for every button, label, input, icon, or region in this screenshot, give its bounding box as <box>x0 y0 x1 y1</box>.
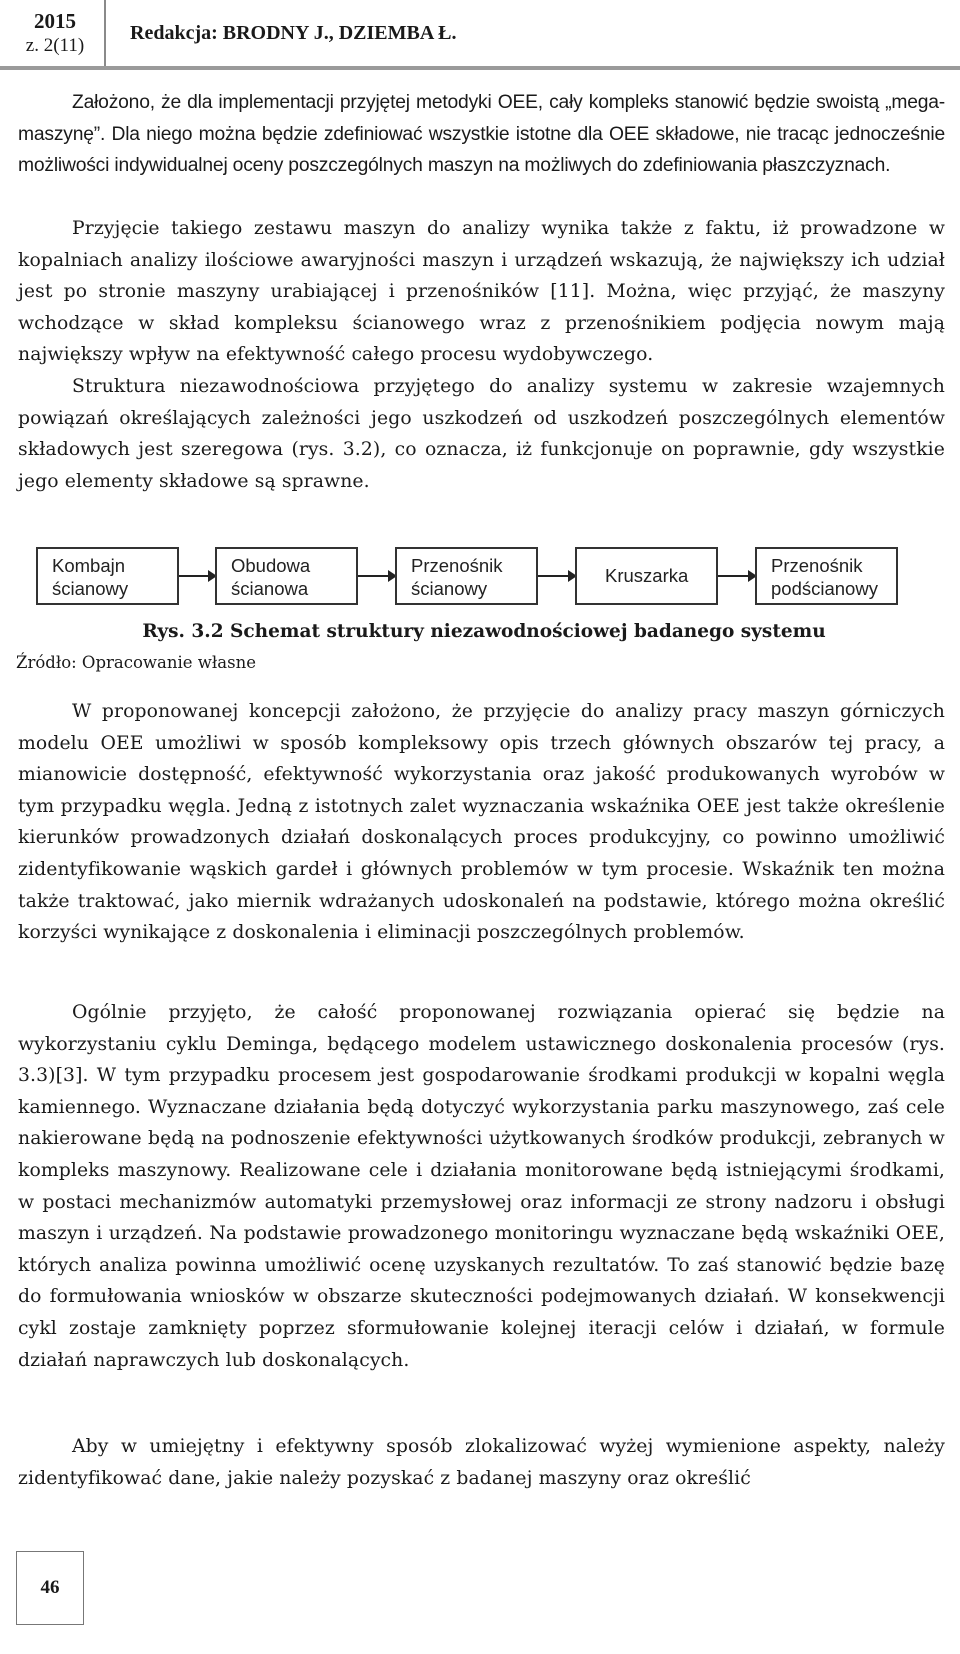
header-year: 2015 <box>34 9 76 33</box>
diagram-box-przenosnik-podscianowy <box>755 547 898 605</box>
diagram-box-kombajn <box>36 547 179 605</box>
diagram-box-label: Obudowa <box>231 555 311 576</box>
paragraph-2: Przyjęcie takiego zestawu maszyn do analizy wynika także z faktu, iż prowadzone w kopalniach analizy ilościowe awaryjności maszyn i urządzeń wskazują, że największy ich udział jest po stronie maszyny urabiającej i przenośników [11]. Można, więc przyjąć, że maszyny wchodzące w skład kompleksu ścianowego wraz z przenośnikiem podjęcia nowym mają największy wpływ na efektywność całego procesu wydobywczego. <box>18 218 945 366</box>
paragraph-4: W proponowanej koncepcji założono, że przyjęcie do analizy pracy maszyn górniczych modelu OEE umożliwi w sposób kompleksowy opis trzech głównych obszarów tej pracy, a mianowicie dostępność, efektywność wykorzystania oraz jakość produkowanych wyrobów w tym przypadku węgla. Jedną z istotnych zalet wyznaczania wskaźnika OEE jest także określenie kierunków prowadzonych działań doskonalących proces produkcyjny, co powinno umożliwić zidentyfikowanie wąskich gardeł i głównych problemów w tym procesie. Wskaźnik ten można także traktować, jako miernik wdrażanych udoskonaleń na podstawie, którego można określić korzyści wynikające z doskonalenia i eliminacji poszczególnych problemów. <box>18 701 945 944</box>
paragraph-3: Struktura niezawodnościowa przyjętego do analizy systemu w zakresie wzajemnych powiązań określających zależności jego uszkodzeń od uszkodzeń poszczególnych elementów składowych jest szeregowa (rys. 3.2), co oznacza, iż funkcjonuje on poprawnie, gdy wszystkie jego elementy składowe są sprawne. <box>18 376 945 492</box>
reliability-structure-diagram <box>18 544 945 614</box>
paragraph-1: Założono, że dla implementacji przyjętej metodyki OEE, cały kompleks stanowić będzie swoistą „mega-maszynę”. Dla niego można będzie zdefiniować wszystkie istotne dla OEE składowe, nie tracąc jednocześnie możliwości indywidualnej oceny poszczególnych maszyn na możliwych do zdefiniowania płaszczyznach. <box>18 92 945 177</box>
diagram-box-label: ścianowy <box>52 578 129 599</box>
diagram-box-label: Przenośnik <box>411 555 503 576</box>
page-header <box>0 0 960 70</box>
diagram-arrow <box>179 575 215 577</box>
diagram-box-label: Kruszarka <box>605 565 689 586</box>
paragraph-6: Aby w umiejętny i efektywny sposób zlokalizować wyżej wymienione aspekty, należy zidentyfikować dane, jakie należy pozyskać z badanej maszyny oraz określić <box>18 1436 945 1489</box>
diagram-box-label: ścianowy <box>411 578 488 599</box>
diagram-box-label: Kombajn <box>52 555 126 576</box>
figure-source: Źródło: Opracowanie własne <box>16 653 256 672</box>
diagram-arrow <box>358 575 395 577</box>
diagram-arrow <box>538 575 575 577</box>
header-editors: Redakcja: BRODNY J., DZIEMBA Ł. <box>130 22 457 44</box>
diagram-box-label: podścianowy <box>771 578 878 599</box>
diagram-box-obudowa <box>215 547 358 605</box>
figure-caption: Rys. 3.2 Schemat struktury niezawodnościowej badanego systemu <box>142 621 826 642</box>
header-divider <box>104 0 106 66</box>
header-issue: z. 2(11) <box>25 35 85 56</box>
diagram-box-label: ścianowa <box>231 578 309 599</box>
diagram-box-kruszarka <box>575 547 718 605</box>
paragraph-5: Ogólnie przyjęto, że całość proponowanej rozwiązania opierać się będzie na wykorzystaniu cyklu Deminga, będącego modelem ustawicznego doskonalenia procesów (rys. 3.3)[3]. W tym przypadku procesem jest gospodarowanie środkami produkcji w kopalni węgla kamiennego. Wyznaczane działania będą dotyczyć wykorzystania parku maszynowego, zaś cele nakierowane będą na podnoszenie efektywności użytkowanych środków produkcji, zebranych w kompleks maszynowy. Realizowane cele i działania monitorowane będą istniejącymi środkami, w postaci mechanizmów automatyki przemysłowej oraz informacji ze strony nadzoru i obsługi maszyn i urządzeń. Na podstawie prowadzonego monitoringu wyznaczane będą wskaźniki OEE, których analiza powinna umożliwić ocenę uzyskanych rezultatów. To zaś stanowić będzie bazę do formułowania wniosków w obszarze skuteczności podejmowanych działań. W konsekwencji cykl zostaje zamknięty poprzez sformułowanie kolejnej iteracji celów i działań, w formule działań naprawczych lub doskonalących. <box>18 1002 945 1371</box>
header-rule <box>0 66 960 70</box>
diagram-box-label: Przenośnik <box>771 555 863 576</box>
page-number: 46 <box>16 1551 84 1625</box>
diagram-box-przenosnik-scianowy <box>395 547 538 605</box>
diagram-arrow <box>718 575 755 577</box>
